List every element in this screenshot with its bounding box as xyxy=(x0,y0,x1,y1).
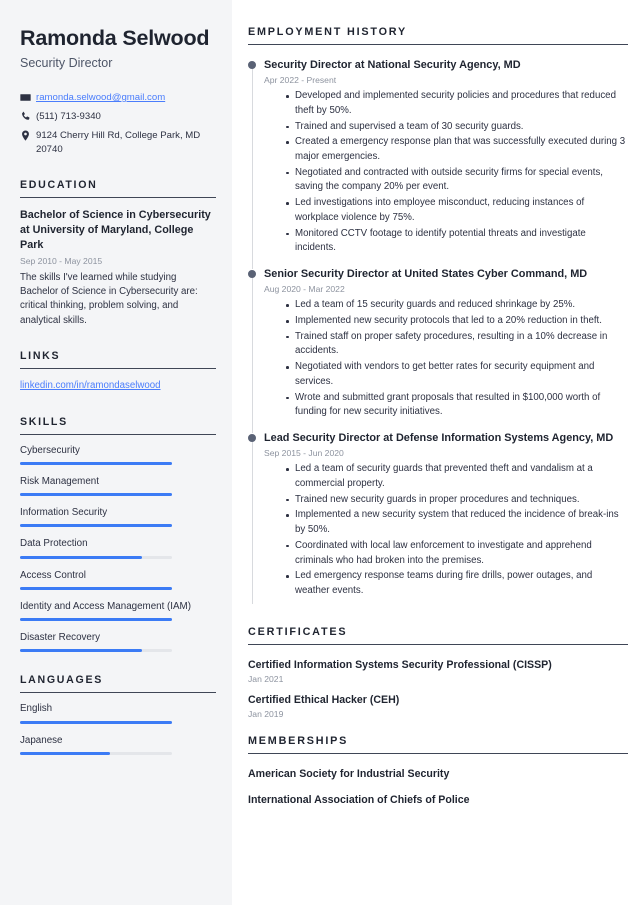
language-label: Japanese xyxy=(20,734,63,746)
education-description: The skills I've learned while studying Bachelor of Science in Cybersecurity are: critical thinking, problem solving, and analytical skills. xyxy=(20,271,198,326)
membership-item: International Association of Chiefs of Police xyxy=(248,793,470,806)
certificate-item xyxy=(248,693,628,719)
skill-level-track xyxy=(20,462,172,465)
job-bullet: Led emergency response teams during fire drills, power outages, and weather events. xyxy=(286,569,628,598)
job-date: Aug 2020 - Mar 2022 xyxy=(264,284,345,295)
language-level-fill xyxy=(20,721,172,724)
job-bullet-list xyxy=(264,89,628,256)
memberships-heading: MEMBERSHIPS xyxy=(248,735,628,754)
job-bullet: Led investigations into employee misconduct, reducing instances of workplace violence by 75%. xyxy=(286,196,628,225)
candidate-job-title: Security Director xyxy=(20,56,113,71)
language-level-track xyxy=(20,721,172,724)
languages-heading: LANGUAGES xyxy=(20,674,216,693)
certificates-heading: CERTIFICATES xyxy=(248,626,628,645)
contact-list xyxy=(20,91,216,157)
employment-section xyxy=(248,26,628,610)
main-column xyxy=(232,0,640,905)
skill-item xyxy=(20,445,216,465)
language-level-track xyxy=(20,752,172,755)
skill-item xyxy=(20,507,216,527)
skill-level-track xyxy=(20,618,172,621)
job-bullet: Trained new security guards in proper procedures and techniques. xyxy=(286,493,628,508)
timeline-dot-icon xyxy=(248,61,256,69)
job-bullet: Negotiated with vendors to get better rates for security equipment and services. xyxy=(286,360,628,389)
job-bullet: Negotiated and contracted with outside security firms for special events, saving the company 20% per event. xyxy=(286,166,628,195)
job-date: Apr 2022 - Present xyxy=(264,75,337,86)
employment-timeline xyxy=(248,58,628,610)
job-entry xyxy=(248,267,628,431)
certificate-title: Certified Ethical Hacker (CEH) xyxy=(248,694,400,706)
skill-item xyxy=(20,476,216,496)
timeline-dot-icon xyxy=(248,270,256,278)
links-section xyxy=(20,350,216,394)
skill-level-fill xyxy=(20,556,142,559)
certificate-date: Jan 2021 xyxy=(248,674,284,684)
membership-item: American Society for Industrial Security xyxy=(248,768,450,781)
skill-item xyxy=(20,570,216,590)
envelope-icon xyxy=(20,91,36,103)
language-level-fill xyxy=(20,752,110,755)
job-bullet: Created a emergency response plan that was successfully executed during 3 major emergencies. xyxy=(286,135,628,164)
job-title: Security Director at National Security Agency, MD xyxy=(264,59,521,71)
links-heading: LINKS xyxy=(20,350,216,369)
skill-level-fill xyxy=(20,524,172,527)
education-date: Sep 2010 - May 2015 xyxy=(20,255,103,266)
skill-item xyxy=(20,601,216,621)
job-entry xyxy=(248,431,628,610)
skill-label: Information Security xyxy=(20,507,108,519)
skill-level-fill xyxy=(20,587,172,590)
language-item xyxy=(20,735,216,755)
skill-level-fill xyxy=(20,462,172,465)
skills-heading: SKILLS xyxy=(20,416,216,435)
skill-label: Cybersecurity xyxy=(20,444,80,456)
linkedin-link[interactable]: linkedin.com/in/ramondaselwood xyxy=(20,380,161,392)
skill-level-track xyxy=(20,587,172,590)
job-bullet: Trained and supervised a team of 30 security guards. xyxy=(286,120,628,135)
contact-phone xyxy=(20,110,216,124)
skill-level-track xyxy=(20,649,172,652)
certificates-section xyxy=(248,626,628,720)
job-title: Senior Security Director at United States Cyber Command, MD xyxy=(264,268,588,281)
job-bullet: Led a team of security guards that prevented theft and vandalism at a commercial property. xyxy=(286,462,628,491)
job-bullet: Led a team of 15 security guards and reduced shrinkage by 25%. xyxy=(286,298,628,313)
skill-item xyxy=(20,632,216,652)
skill-level-fill xyxy=(20,618,172,621)
phone-icon xyxy=(20,110,36,122)
sidebar xyxy=(0,0,232,905)
certificate-date: Jan 2019 xyxy=(248,709,284,720)
skill-level-fill xyxy=(20,649,142,652)
skill-label: Data Protection xyxy=(20,538,88,550)
contact-email xyxy=(20,91,216,105)
location-pin-icon xyxy=(20,129,36,141)
skill-label: Disaster Recovery xyxy=(20,632,101,644)
email-link[interactable]: ramonda.selwood@gmail.com xyxy=(36,92,166,104)
skill-label: Access Control xyxy=(20,569,86,581)
skill-level-track xyxy=(20,556,172,559)
skills-section xyxy=(20,416,216,653)
education-degree: Bachelor of Science in Cybersecurity at University of Maryland, College Park xyxy=(20,208,211,252)
job-bullet: Wrote and submitted grant proposals that resulted in $100,000 worth of funding for new security initiatives. xyxy=(286,391,628,420)
job-title: Lead Security Director at Defense Information Systems Agency, MD xyxy=(264,432,614,445)
job-bullet-list xyxy=(264,298,628,420)
skill-item xyxy=(20,538,216,558)
skill-label: Identity and Access Management (IAM) xyxy=(20,600,191,612)
job-bullet-list xyxy=(264,462,628,599)
job-bullet: Trained staff on proper safety procedures, resulting in a 10% decrease in accidents. xyxy=(286,330,628,359)
education-heading: EDUCATION xyxy=(20,179,216,198)
employment-heading: EMPLOYMENT HISTORY xyxy=(248,26,628,45)
language-item xyxy=(20,703,216,723)
certificate-title: Certified Information Systems Security Professional (CISSP) xyxy=(248,658,552,671)
skill-level-track xyxy=(20,524,172,527)
address-value: 9124 Cherry Hill Rd, College Park, MD 20740 xyxy=(36,129,201,155)
certificate-item xyxy=(248,658,628,684)
education-section xyxy=(20,179,216,328)
skill-level-track xyxy=(20,493,172,496)
job-date: Sep 2015 - Jun 2020 xyxy=(264,448,344,459)
job-bullet: Coordinated with local law enforcement to investigate and apprehend criminals who had broken into the premises. xyxy=(286,539,628,568)
language-label: English xyxy=(20,703,53,715)
timeline-dot-icon xyxy=(248,434,256,442)
skill-level-fill xyxy=(20,493,172,496)
memberships-section xyxy=(248,735,628,807)
languages-section xyxy=(20,674,216,754)
links-list xyxy=(20,379,216,394)
job-entry xyxy=(248,58,628,267)
job-bullet: Developed and implemented security policies and procedures that reduced theft by 50%. xyxy=(286,89,628,118)
contact-address xyxy=(20,129,216,157)
job-bullet: Implemented a new security system that reduced the incidence of break-ins by 50%. xyxy=(286,508,628,537)
job-bullet: Implemented new security protocols that led to a 20% reduction in theft. xyxy=(286,314,628,329)
job-bullet: Monitored CCTV footage to identify potential threats and investigate incidents. xyxy=(286,227,628,256)
phone-value: (511) 713-9340 xyxy=(36,111,101,123)
skill-label: Risk Management xyxy=(20,475,99,487)
candidate-name: Ramonda Selwood xyxy=(20,26,210,50)
